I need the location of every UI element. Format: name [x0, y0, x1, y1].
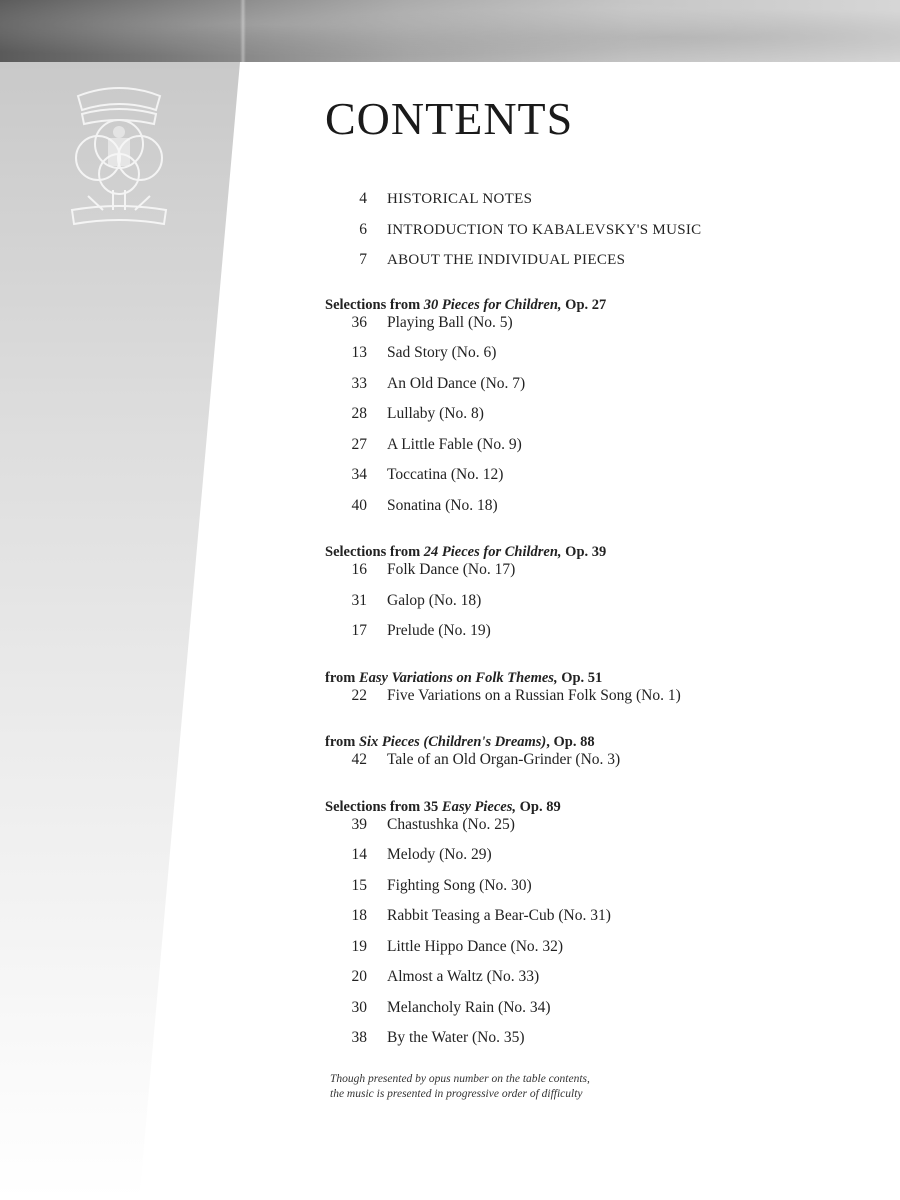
header-band-divider [240, 0, 246, 62]
section-suffix: Op. 89 [516, 798, 561, 815]
toc-entry[interactable] [325, 687, 865, 718]
page-number: 40 [351, 496, 367, 514]
page-number: 42 [351, 751, 367, 768]
toc-entry[interactable] [325, 968, 865, 999]
page-number: 27 [351, 435, 367, 453]
section-work-title: Six Pieces (Children's Dreams) [358, 734, 547, 750]
header-band [0, 0, 900, 62]
page-number: 13 [351, 344, 367, 361]
page-number: 36 [351, 313, 367, 331]
entry-title: Sonatina (No. 18) [387, 496, 498, 514]
toc-entry[interactable] [325, 405, 865, 436]
page-number: 17 [351, 622, 367, 639]
crest-emblem-icon [58, 78, 180, 234]
footnote [330, 1072, 590, 1102]
toc-entry[interactable] [325, 751, 865, 782]
entry-title: Folk Dance (No. 17) [387, 561, 516, 578]
entry-title: A Little Fable (No. 9) [387, 435, 522, 453]
toc-entry[interactable] [325, 344, 865, 375]
page-number: 28 [351, 405, 367, 422]
toc-entry[interactable] [325, 592, 865, 623]
entry-title: Tale of an Old Organ-Grinder (No. 3) [387, 751, 621, 768]
page-number: 18 [351, 907, 367, 924]
section-prefix: from [325, 669, 359, 686]
toc-entry[interactable] [325, 561, 865, 592]
toc-entry[interactable] [325, 938, 865, 969]
page-number: 15 [351, 876, 367, 894]
toc-entry[interactable] [325, 190, 865, 221]
toc-entry[interactable] [325, 436, 865, 467]
section-suffix: Op. 27 [561, 296, 607, 313]
section-work-title: 24 Pieces for Children, [423, 544, 562, 560]
page-number: 16 [351, 561, 367, 578]
toc-entry[interactable] [325, 846, 865, 877]
page-number: 14 [351, 846, 367, 863]
section-prefix: Selections from [325, 544, 424, 560]
footnote-line: Though presented by opus number on the table contents, [330, 1073, 590, 1085]
page-number: 19 [351, 937, 367, 955]
entry-title: Melody (No. 29) [387, 846, 492, 863]
toc-entry[interactable] [325, 999, 865, 1030]
page-number: 4 [359, 190, 367, 207]
table-of-contents [325, 190, 865, 1060]
entry-title: INTRODUCTION TO KABALEVSKY'S MUSIC [387, 221, 702, 238]
entry-title: Sad Story (No. 6) [387, 344, 497, 361]
section-prefix: Selections from [325, 296, 424, 313]
page-number: 30 [351, 998, 367, 1016]
toc-entry[interactable] [325, 877, 865, 908]
page-number: 39 [351, 815, 367, 833]
section-suffix: Op. 39 [561, 544, 607, 560]
entry-title: Five Variations on a Russian Folk Song (No. 1) [387, 686, 681, 704]
section-heading [325, 725, 865, 751]
toc-entry[interactable] [325, 1029, 865, 1060]
entry-title: An Old Dance (No. 7) [387, 374, 526, 392]
footnote-line: the music is presented in progressive order of difficulty [330, 1088, 583, 1100]
toc-entry[interactable] [325, 816, 865, 847]
toc-entry[interactable] [325, 314, 865, 345]
toc-entry[interactable] [325, 466, 865, 497]
page-number: 22 [351, 686, 367, 704]
section-heading [325, 535, 865, 561]
section-heading [325, 790, 865, 816]
entry-title: Fighting Song (No. 30) [387, 876, 532, 894]
page-number: 7 [359, 251, 367, 268]
page-title: CONTENTS [325, 93, 574, 144]
entry-title: Chastushka (No. 25) [387, 815, 515, 833]
page-number: 34 [351, 466, 367, 483]
entry-title: Almost a Waltz (No. 33) [387, 968, 540, 985]
entry-title: Playing Ball (No. 5) [387, 313, 513, 331]
section-prefix: from [325, 734, 359, 750]
entry-title: Little Hippo Dance (No. 32) [387, 937, 564, 955]
section-heading [325, 661, 865, 687]
page-number: 38 [351, 1029, 367, 1046]
entry-title: HISTORICAL NOTES [387, 191, 533, 207]
section-suffix: , Op. 88 [546, 734, 595, 750]
section-suffix: Op. 51 [557, 669, 603, 686]
toc-entry[interactable] [325, 221, 865, 252]
entry-title: By the Water (No. 35) [387, 1029, 525, 1046]
section-work-title: 30 Pieces for Children, [423, 296, 562, 313]
section-work-title: Easy Pieces, [441, 798, 517, 815]
page-number: 20 [351, 968, 367, 985]
toc-entry[interactable] [325, 622, 865, 653]
entry-title: Galop (No. 18) [387, 591, 482, 609]
page-number: 33 [351, 374, 367, 392]
page-number: 31 [351, 591, 367, 609]
entry-title: ABOUT THE INDIVIDUAL PIECES [387, 252, 626, 268]
entry-title: Toccatina (No. 12) [387, 466, 504, 483]
entry-title: Rabbit Teasing a Bear-Cub (No. 31) [387, 907, 611, 924]
entry-title: Lullaby (No. 8) [387, 405, 484, 422]
section-work-title: Easy Variations on Folk Themes, [358, 669, 558, 686]
section-prefix: Selections from 35 [325, 798, 442, 815]
toc-entry[interactable] [325, 497, 865, 528]
toc-entry[interactable] [325, 375, 865, 406]
toc-entry[interactable] [325, 251, 865, 282]
toc-entry[interactable] [325, 907, 865, 938]
section-heading [325, 288, 865, 314]
entry-title: Melancholy Rain (No. 34) [387, 998, 551, 1016]
entry-title: Prelude (No. 19) [387, 622, 491, 639]
page-number: 6 [359, 220, 367, 238]
